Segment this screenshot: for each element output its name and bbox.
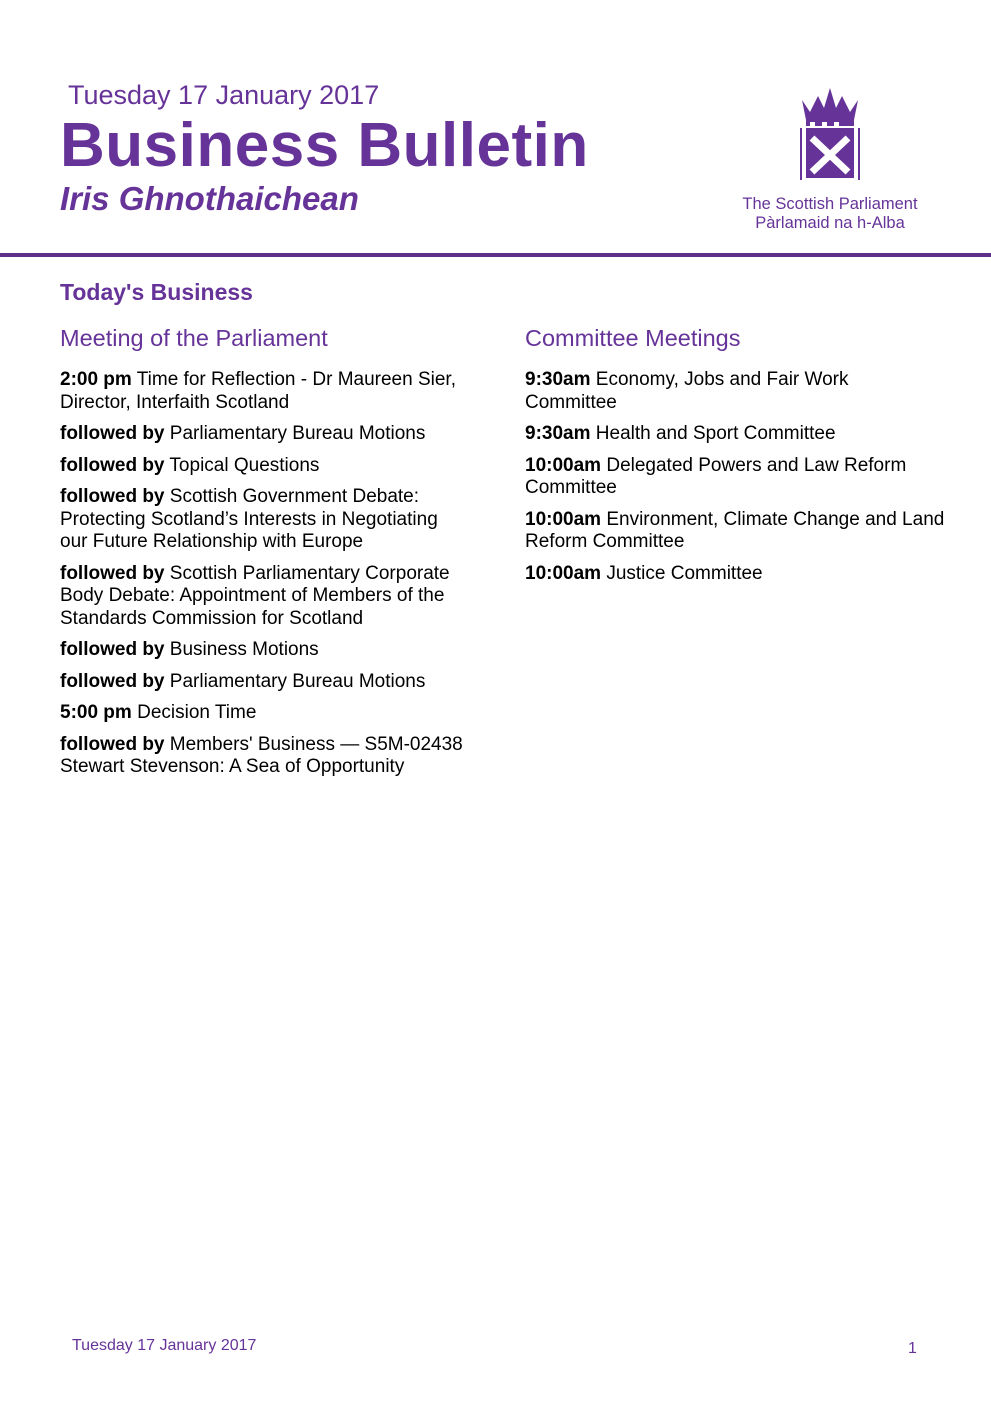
agenda-item xyxy=(525,563,945,586)
logo-text-gaelic: Pàrlamaid na h-Alba xyxy=(755,214,905,232)
committee-meetings-section xyxy=(525,325,945,594)
gaelic-title: Iris Ghnothaichean xyxy=(60,180,359,217)
agenda-item-text: Parliamentary Bureau Motions xyxy=(164,670,426,692)
agenda-item-text: Parliamentary Bureau Motions xyxy=(164,423,426,444)
agenda-item-text: Time for Reflection - Dr Maureen Sier, Director, Interfaith Scotland xyxy=(60,369,456,413)
agenda-item xyxy=(60,639,470,662)
meeting-of-parliament-section xyxy=(60,325,470,788)
agenda-item xyxy=(60,423,470,446)
agenda-item-time: 10:00am xyxy=(525,508,602,530)
agenda-item-text: Topical Questions xyxy=(164,454,320,476)
agenda-item-time: 2:00 pm xyxy=(60,369,132,390)
agenda-item-text: Delegated Powers and Law Reform Committee xyxy=(525,454,907,498)
scottish-parliament-logo xyxy=(740,86,920,233)
agenda-item-text: Scottish Government Debate: Protecting Scotland’s Interests in Negotiating our Future Relationship with Europe xyxy=(60,486,438,552)
agenda-item-time: followed by xyxy=(60,733,165,755)
agenda-item-text: Members' Business — S5M-02438 Stewart Stevenson: A Sea of Opportunity xyxy=(60,733,463,777)
agenda-item xyxy=(60,671,470,694)
agenda-item-time: followed by xyxy=(60,486,165,507)
agenda-item-text: Economy, Jobs and Fair Work Committee xyxy=(525,369,849,413)
crown-shield-icon xyxy=(798,86,862,190)
agenda-item-text: Business Motions xyxy=(164,639,319,660)
agenda-item-time: 5:00 pm xyxy=(60,702,132,723)
header-date: Tuesday 17 January 2017 xyxy=(68,80,380,110)
agenda-item xyxy=(525,369,945,414)
agenda-item-text: Health and Sport Committee xyxy=(590,423,836,444)
agenda-item xyxy=(525,455,945,500)
footer-date: Tuesday 17 January 2017 xyxy=(72,1337,257,1354)
agenda-item-text: Environment, Climate Change and Land Reform Committee xyxy=(525,508,945,552)
page-title: Business Bulletin xyxy=(60,111,589,180)
agenda-item-time: followed by xyxy=(60,454,165,476)
agenda-item xyxy=(60,455,470,478)
agenda-item-text: Scottish Parliamentary Corporate Body Debate: Appointment of Members of the Standards Commission for Scotland xyxy=(60,562,450,629)
agenda-item-time: followed by xyxy=(60,639,165,660)
header-divider xyxy=(0,253,991,257)
agenda-item-time: 10:00am xyxy=(525,562,602,584)
agenda-item xyxy=(60,486,470,554)
agenda-item-time: 9:30am xyxy=(525,369,591,390)
logo-text-english: The Scottish Parliament xyxy=(742,195,918,213)
todays-business-heading: Today's Business xyxy=(60,279,253,305)
meeting-heading: Meeting of the Parliament xyxy=(60,325,328,351)
agenda-item xyxy=(60,369,470,414)
agenda-item xyxy=(60,734,470,779)
agenda-item-time: followed by xyxy=(60,562,165,584)
agenda-item xyxy=(525,423,945,446)
agenda-item xyxy=(525,509,945,554)
agenda-item-text: Justice Committee xyxy=(601,562,763,584)
agenda-item-text: Decision Time xyxy=(131,702,257,723)
agenda-item-time: followed by xyxy=(60,423,165,444)
agenda-item-time: 10:00am xyxy=(525,454,602,476)
agenda-item-time: followed by xyxy=(60,670,165,692)
agenda-item-time: 9:30am xyxy=(525,423,591,444)
agenda-item xyxy=(60,563,470,631)
page-number: 1 xyxy=(908,1340,917,1357)
committee-heading: Committee Meetings xyxy=(525,325,741,351)
agenda-item xyxy=(60,702,470,725)
